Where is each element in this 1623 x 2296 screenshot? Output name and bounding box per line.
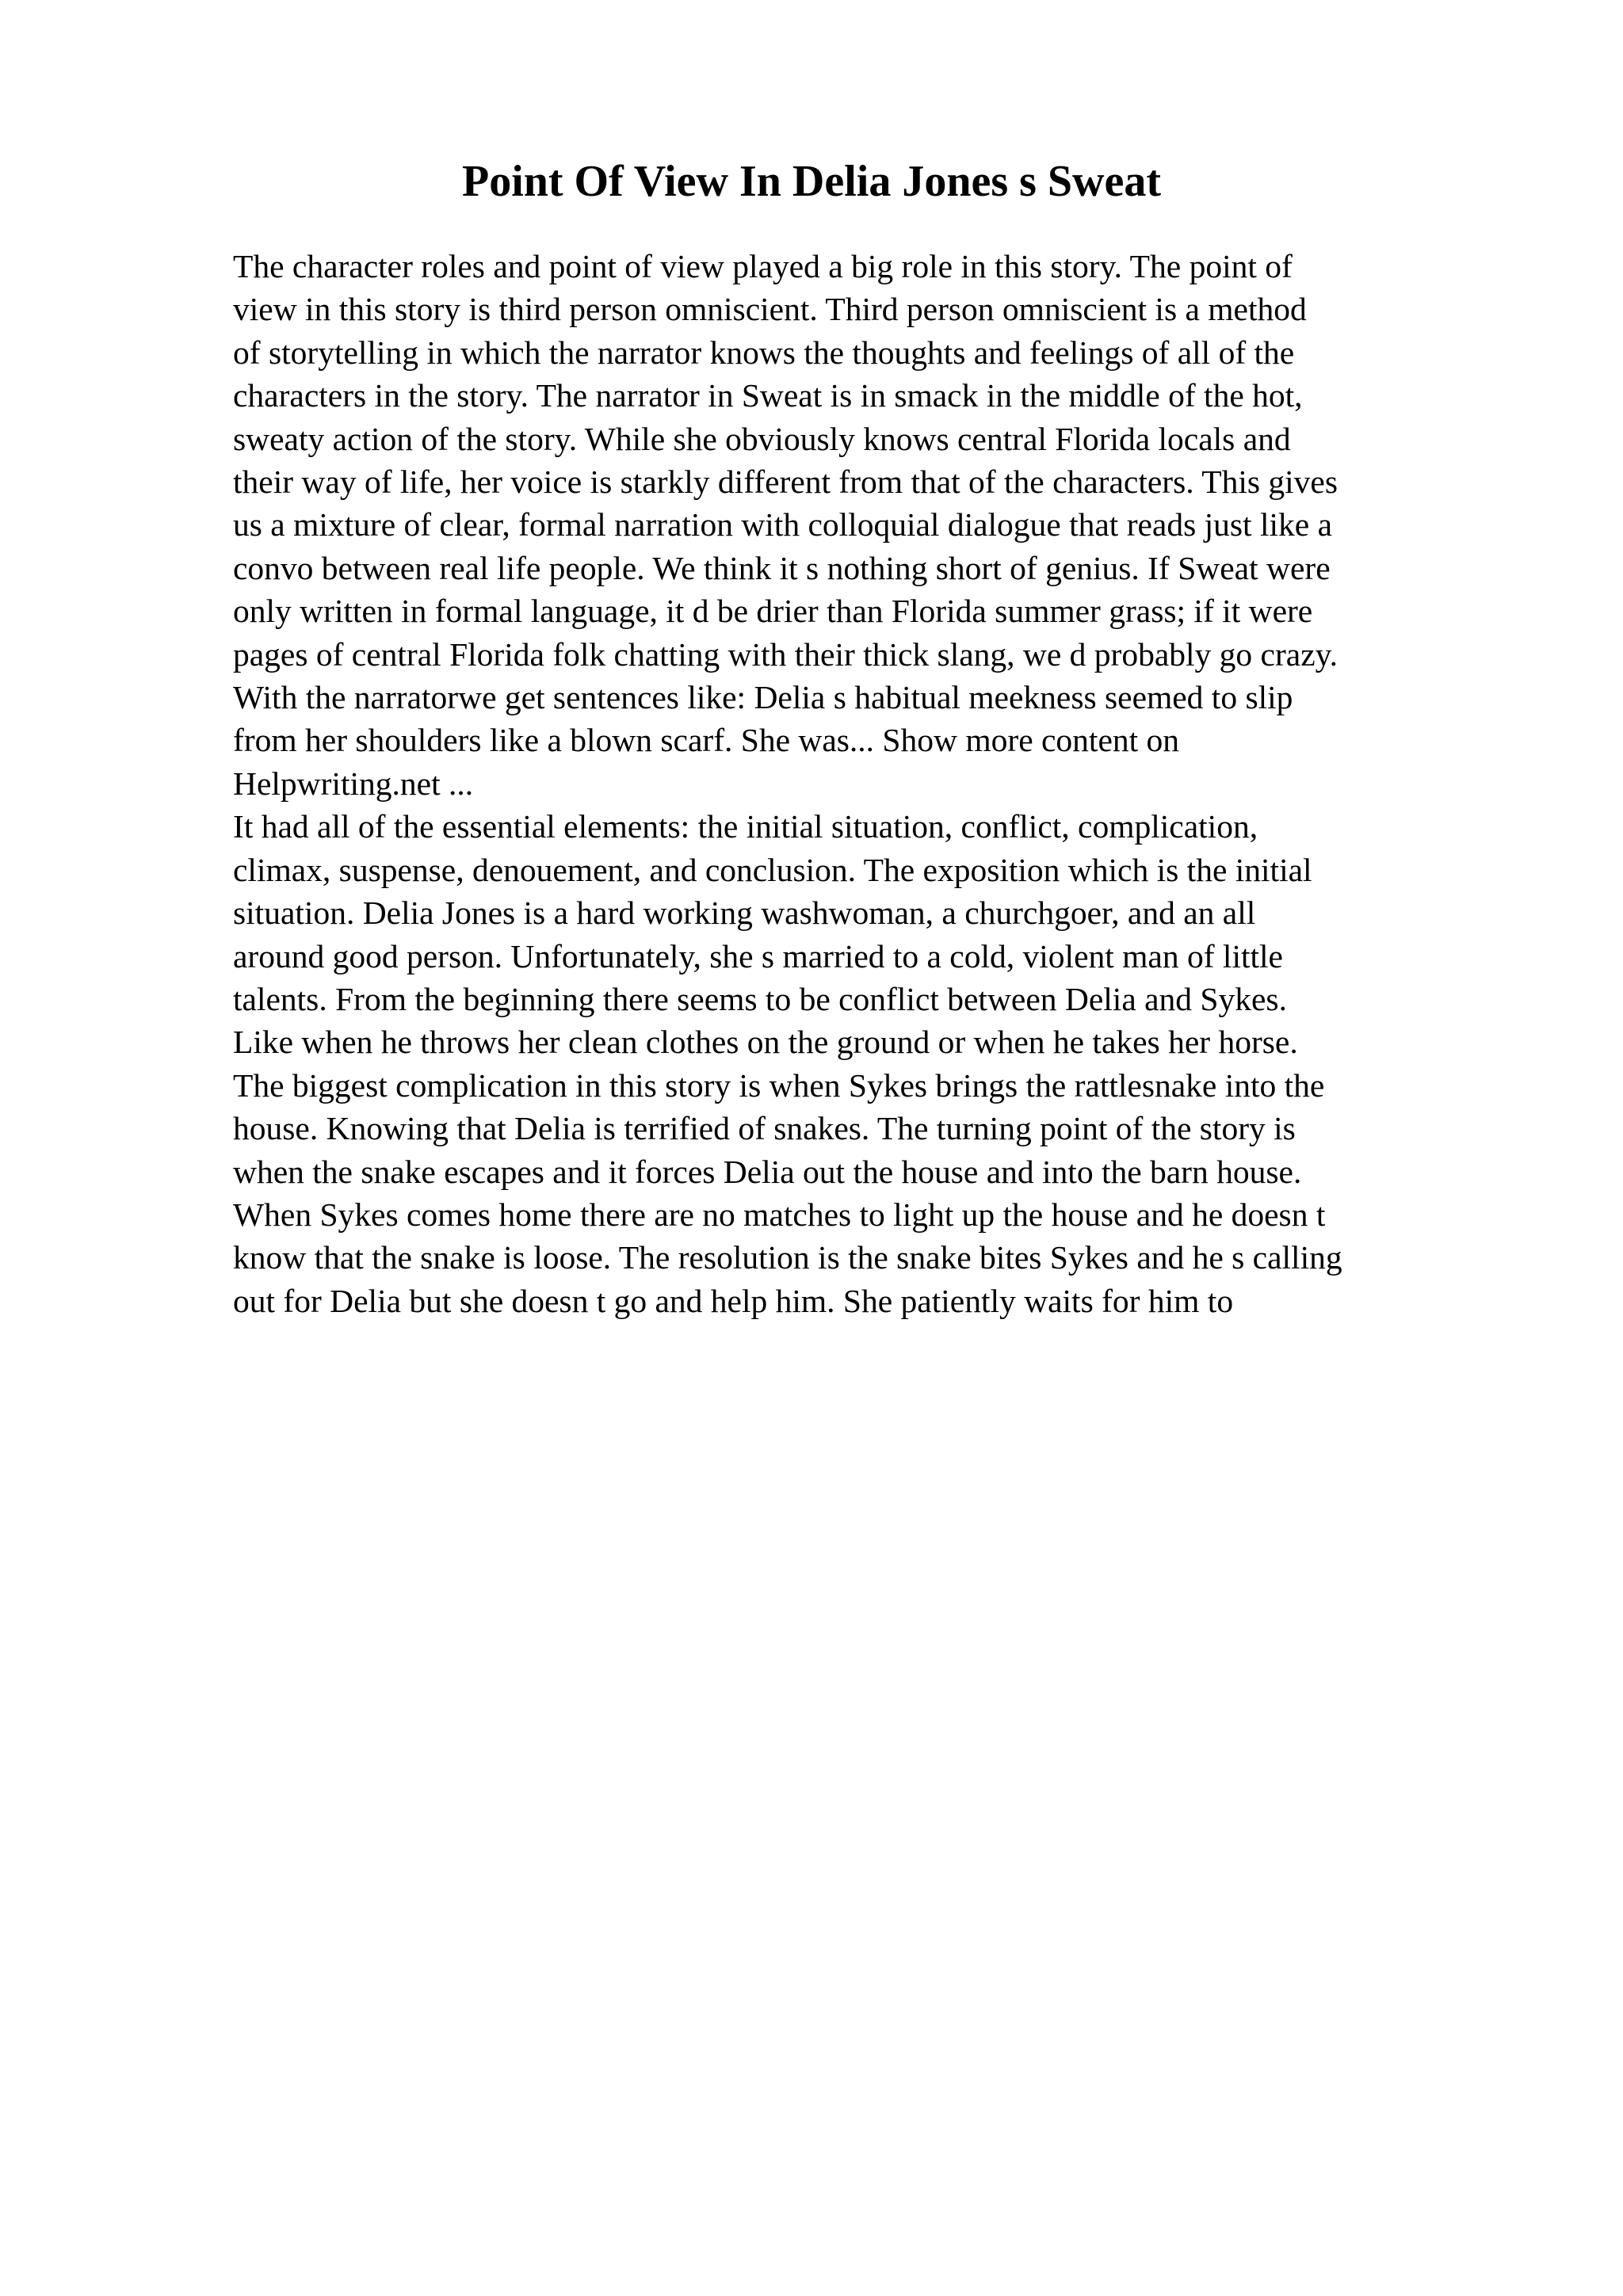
body-line: climax, suspense, denouement, and conclusion. The exposition which is the initial: [233, 851, 1312, 888]
body-line: talents. From the beginning there seems to be conflict between Delia and Sykes.: [233, 980, 1287, 1017]
body-line: Like when he throws her clean clothes on the ground or when he takes her horse.: [233, 1024, 1298, 1061]
body-line: When Sykes comes home there are no matches to light up the house and he doesn t: [233, 1196, 1326, 1233]
body-line: situation. Delia Jones is a hard working washwoman, a churchgoer, and an all: [233, 894, 1256, 932]
body-line: when the snake escapes and it forces Delia out the house and into the barn house.: [233, 1153, 1302, 1190]
body-line: With the narratorwe get sentences like: Delia s habitual meekness seemed to slip: [233, 679, 1293, 716]
body-line: out for Delia but she doesn t go and help him. She patiently waits for him to: [233, 1282, 1234, 1319]
body-line: of storytelling in which the narrator knows the thoughts and feelings of all of the: [233, 334, 1295, 371]
body-line: convo between real life people. We think it s nothing short of genius. If Sweat were: [233, 549, 1331, 586]
body-line: only written in formal language, it d be drier than Florida summer grass; if it were: [233, 593, 1313, 630]
body-line: house. Knowing that Delia is terrified of snakes. The turning point of the story is: [233, 1110, 1296, 1147]
body-line: The character roles and point of view played a big role in this story. The point of: [233, 248, 1293, 284]
document-body: [233, 245, 1501, 1322]
body-line: The biggest complication in this story is when Sykes brings the rattlesnake into the: [233, 1066, 1325, 1104]
body-line: from her shoulders like a blown scarf. She was... Show more content on: [233, 722, 1180, 759]
body-line: It had all of the essential elements: the initial situation, conflict, complication,: [233, 808, 1258, 845]
body-line: their way of life, her voice is starkly different from that of the characters. This gives: [233, 463, 1338, 501]
body-line: pages of central Florida folk chatting with their thick slang, we d probably go crazy.: [233, 635, 1338, 673]
body-line: sweaty action of the story. While she obviously knows central Florida locals and: [233, 420, 1291, 457]
body-line: view in this story is third person omniscient. Third person omniscient is a method: [233, 291, 1307, 328]
body-line: around good person. Unfortunately, she s married to a cold, violent man of little: [233, 937, 1283, 974]
body-line: characters in the story. The narrator in Sweat is in smack in the middle of the hot,: [233, 377, 1303, 414]
body-line: Helpwriting.net ...: [233, 765, 474, 802]
body-line: know that the snake is loose. The resolution is the snake bites Sykes and he s calling: [233, 1239, 1342, 1276]
document-title: Point Of View In Delia Jones s Sweat: [462, 157, 1161, 206]
body-line: us a mixture of clear, formal narration with colloquial dialogue that reads just like a: [233, 506, 1332, 543]
